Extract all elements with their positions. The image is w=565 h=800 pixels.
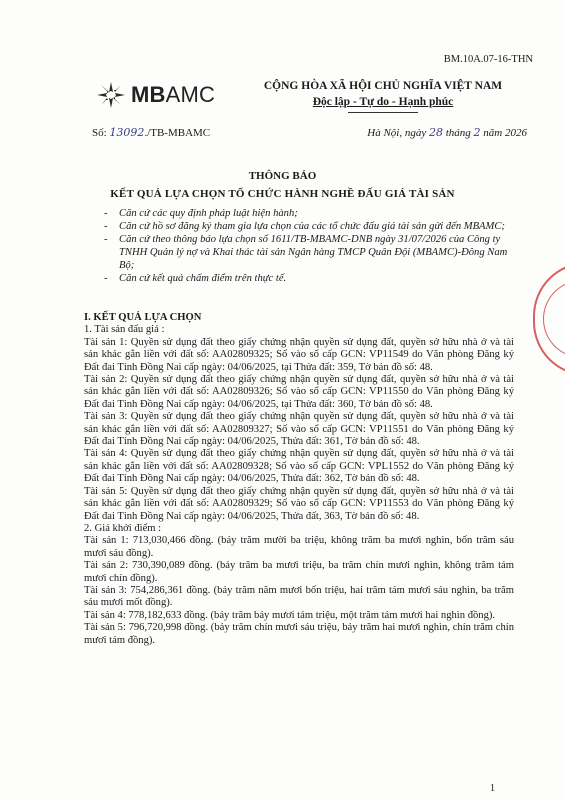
price-paragraph: Tài sản 1: 713,030,466 đồng. (bảy trăm mười ba triệu, không trăm ba mươi nghìn, bốn trăm sáu mươi sáu đồng).	[84, 535, 514, 559]
logo-wordmark: MBAMC	[131, 82, 216, 107]
price-paragraph: Tài sản 2: 730,390,089 đồng. (bảy trăm ba mươi triệu, ba trăm chín mươi nghìn, không trăm tám mươi chín đồng).	[84, 560, 514, 584]
basis-item: - Căn cứ kết quả chấm điểm trên thực tế.	[104, 272, 509, 285]
basis-item: - Căn cứ hồ sơ đăng ký tham gia lựa chọn của các tổ chức đấu giá tài sản gửi đến MBAMC;	[104, 220, 509, 233]
asset-paragraph: Tài sản 1: Quyền sử dụng đất theo giấy chứng nhận quyền sử dụng đất, quyền sở hữu nhà ở và tài sản khác gắn liền với đất số: AA02809325; Số vào sổ cấp GCN: VP11549 do Văn phòng Đăng ký Đất đai Tỉnh Đồng Nai cấp ngày: 04/06/2025, tại Thửa đất: 359, Tờ bản đồ số: 48.	[84, 336, 514, 373]
document-subtitle: KẾT QUẢ LỰA CHỌN TỔ CHỨC HÀNH NGHỀ ĐẤU GIÁ TÀI SẢN	[110, 188, 455, 200]
asset-paragraph: Tài sản 4: Quyền sử dụng đất theo giấy chứng nhận quyền sử dụng đất, quyền sở hữu nhà ở và tài sản khác gắn liền với đất số: AA02809328; Số vào sổ cấp GCN: VPL1552 do Văn phòng Đăng ký Đất đai Tỉnh Đồng Nai cấp ngày: 04/06/2025, Thửa đất: 362, Tờ bản đồ số: 48.	[84, 448, 514, 485]
handwritten-number: 13092	[109, 126, 145, 139]
asset-paragraph: Tài sản 5: Quyền sử dụng đất theo giấy chứng nhận quyền sử dụng đất, quyền sở hữu nhà ở và tài sản khác gắn liền với đất số: AA02809329; Số vào sổ cấp GCN: VP11553 do Văn phòng Đăng ký Đất đai Tỉnh Đồng Nai cấp ngày: 04/06/2025, Thửa đất, 363, Tờ bản đồ số: 48.	[84, 485, 514, 522]
subsection-prices: 2. Giá khởi điểm :	[84, 522, 162, 534]
mbamc-logo	[95, 78, 245, 112]
document-title: THÔNG BÁO	[248, 170, 317, 182]
handwritten-day: 28	[428, 126, 443, 139]
national-header	[253, 78, 513, 113]
subsection-assets: 1. Tài sản đấu giá :	[84, 324, 165, 336]
price-paragraph: Tài sản 4: 778,182,633 đồng. (bảy trăm bảy mươi tám triệu, một trăm tám mươi hai nghìn đồng).	[84, 609, 496, 621]
asset-paragraph: Tài sản 2: Quyền sử dụng đất theo giấy chứng nhận quyền sử dụng đất, quyền sở hữu nhà ở và tài sản khác gắn liền với đất số: AA02809326; Số vào sổ cấp GCN: VP11550 do Văn phòng Đăng ký Đất đai Tỉnh Đồng Nai cấp ngày: 04/06/2025, tại Thửa đất: 360, Tờ bản đồ số: 48.	[84, 374, 514, 410]
legal-basis-list	[104, 207, 509, 285]
section-heading: I. KẾT QUẢ LỰA CHỌN	[84, 312, 202, 323]
price-paragraph: Tài sản 5: 796,720,998 đồng. (bảy trăm chín mươi sáu triệu, bảy trăm hai mươi nghìn, chín trăm chín mươi tám đồng).	[84, 622, 514, 646]
national-title: CỘNG HÒA XÃ HỘI CHỦ NGHĨA VIỆT NAM	[263, 80, 503, 92]
document-number: Số: 13092./TB-MBAMC	[92, 126, 211, 139]
selection-result-section	[84, 312, 514, 647]
star-burst-icon	[95, 80, 127, 110]
page-number: 1	[490, 783, 495, 794]
date-line: Hà Nội, ngày 28 tháng 2 năm 2026	[367, 126, 527, 139]
basis-item: - Căn cứ theo thông báo lựa chọn số 1611/TB-MBAMC-DNB ngày 31/07/2026 của Công ty TNHH Quản lý nợ và Khai thác tài sản Ngân hàng TMCP Quân Đội (MBAMC)-Đông Nam Bộ;	[104, 233, 509, 272]
asset-paragraph: Tài sản 3: Quyền sử dụng đất theo giấy chứng nhận quyền sử dụng đất, quyền sở hữu nhà ở và tài sản khác gắn liền với đất số: AA02809327; Số vào sổ cấp GCN: VP11551 do Văn phòng Đăng ký Đất đai Tỉnh Đồng Nai cấp ngày: 04/06/2025, Thửa đất: 361, Tờ bản đồ số: 48.	[84, 411, 514, 448]
price-paragraph: Tài sản 3: 754,286,361 đồng. (bảy trăm năm mươi bốn triệu, hai trăm tám mươi sáu nghìn, ba trăm sáu mươi mốt đồng).	[84, 584, 514, 609]
header-divider	[348, 112, 418, 113]
red-seal-stamp	[533, 262, 565, 376]
form-code: BM.10A.07-16-THN	[443, 54, 533, 65]
basis-item: - Căn cứ các quy định pháp luật hiện hành;	[104, 207, 509, 220]
national-motto: Độc lập - Tự do - Hạnh phúc	[312, 96, 454, 108]
handwritten-month: 2	[473, 126, 481, 139]
